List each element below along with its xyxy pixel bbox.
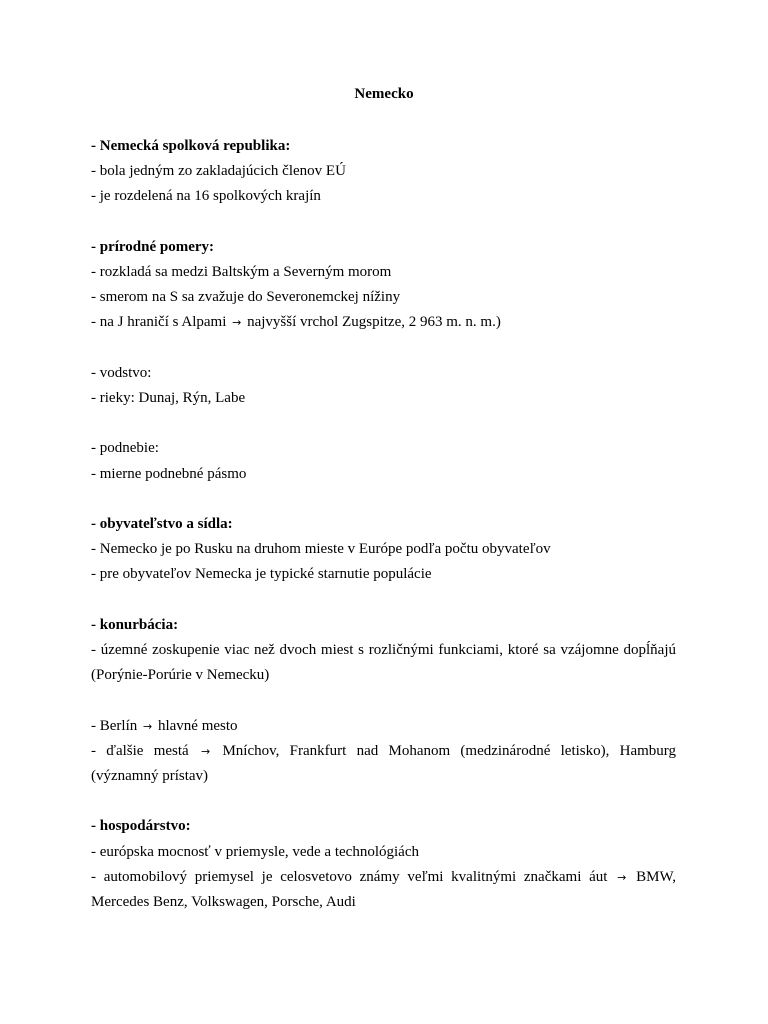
text-segment: - ďalšie mestá	[91, 742, 189, 759]
blank-line	[91, 487, 676, 512]
text-segment: - na J hraničí s Alpami	[91, 314, 227, 331]
section-heading-economy: - hospodárstvo:	[91, 818, 191, 835]
document-title: Nemecko	[354, 86, 414, 102]
text-line: - rozkladá sa medzi Baltským a Severným morom	[91, 264, 392, 280]
text-line: - bola jedným zo zakladajúcich členov EÚ	[91, 163, 346, 180]
text-line: - európska mocnosť v priemysle, vede a technológiách	[91, 843, 419, 860]
blank-line	[91, 210, 676, 235]
blank-line	[91, 411, 676, 436]
text-line: - je rozdelená na 16 spolkových krajín	[91, 188, 321, 205]
arrow-right-icon: →	[200, 744, 211, 758]
section-heading-population: - obyvateľstvo a sídla:	[91, 515, 233, 532]
text-line: - Nemecko je po Rusku na druhom mieste v Európe podľa počtu obyvateľov	[91, 541, 551, 558]
blank-line	[91, 688, 676, 713]
arrow-right-icon: →	[232, 316, 242, 330]
document-body	[91, 134, 676, 915]
text-segment: - automobilový priemysel je celosvetovo známy veľmi kvalitnými značkami áut	[91, 868, 608, 885]
text-line: - rieky: Dunaj, Rýn, Labe	[91, 390, 246, 406]
section-heading-nature: - prírodné pomery:	[91, 238, 215, 255]
text-segment: BMW, Mercedes Benz, Volkswagen, Porsche, Audi	[91, 868, 677, 910]
text-segment: - Berlín	[91, 717, 138, 734]
text-segment: najvyšší vrchol Zugspitze, 2 963 m. n. m.)	[247, 314, 501, 331]
text-line-capital	[91, 714, 676, 739]
text-line: - mierne podnebné pásmo	[91, 465, 247, 482]
text-paragraph-automotive	[91, 865, 676, 915]
blank-line	[91, 588, 676, 613]
section-heading-water: - vodstvo:	[91, 364, 152, 381]
text-line: - smerom na S sa zvažuje do Severonemckej nížiny	[91, 289, 401, 306]
section-heading-republic: - Nemecká spolková republika:	[91, 138, 291, 154]
blank-line	[91, 336, 676, 361]
arrow-right-icon: →	[617, 870, 627, 884]
text-paragraph-cities	[91, 739, 676, 789]
text-segment: hlavné mesto	[157, 717, 238, 734]
text-line-alps	[91, 310, 676, 335]
text-line: - pre obyvateľov Nemecka je typické starnutie populácie	[91, 566, 432, 583]
text-paragraph-conurbation: - územné zoskupenie viac než dvoch miest s rozličnými funkciami, ktoré sa vzájomne dopĺňajú (Porýnie-Porúrie v Nemecku)	[91, 641, 676, 684]
blank-line	[91, 789, 676, 814]
section-heading-climate: - podnebie:	[91, 440, 159, 457]
text-segment: Mníchov, Frankfurt nad Mohanom (medzinárodné letisko), Hamburg (významný prístav)	[91, 742, 677, 784]
arrow-right-icon: →	[143, 719, 153, 733]
section-heading-conurbation: - konurbácia:	[91, 616, 179, 633]
